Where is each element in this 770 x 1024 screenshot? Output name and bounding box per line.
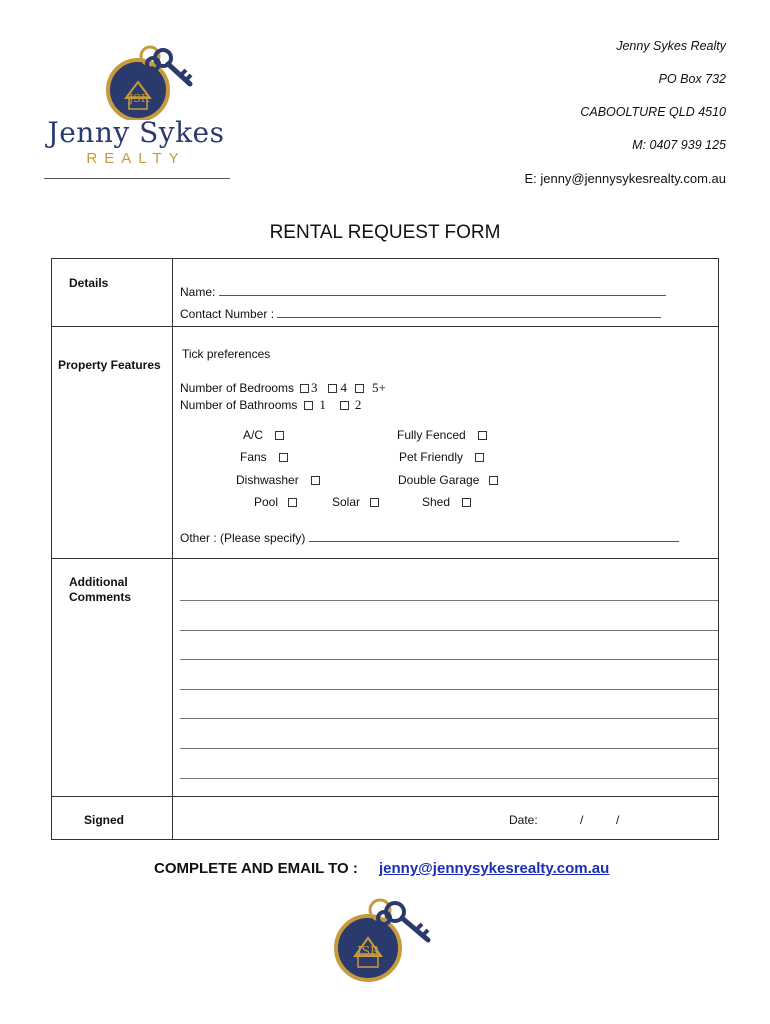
- pet-friendly-label: Pet Friendly: [399, 450, 464, 464]
- address-email: E: jenny@jennysykesrealty.com.au: [524, 171, 726, 186]
- double-garage-checkbox[interactable]: [489, 476, 498, 485]
- fans-row: [240, 450, 292, 464]
- signed-label: Signed: [84, 813, 125, 827]
- bathroom-option: 2: [354, 397, 362, 412]
- dishwasher-checkbox[interactable]: [311, 476, 320, 485]
- key-tag-logo-icon: [40, 40, 240, 120]
- contact-label: Contact Number :: [180, 307, 275, 321]
- bedroom-4-checkbox[interactable]: [328, 384, 337, 393]
- comment-line[interactable]: [180, 600, 718, 601]
- form-title: RENTAL REQUEST FORM: [269, 222, 501, 243]
- name-field-row: [180, 284, 666, 299]
- solar-checkbox[interactable]: [370, 498, 379, 507]
- brand-name: Jenny Sykes: [47, 116, 225, 149]
- other-field[interactable]: [309, 530, 679, 542]
- tick-preferences-label: Tick preferences: [182, 347, 271, 361]
- property-features-label: Property Features: [58, 358, 161, 372]
- double-garage-row: [398, 473, 502, 487]
- address-pobox: PO Box 732: [658, 72, 726, 86]
- pet-friendly-row: [399, 450, 488, 464]
- comment-line[interactable]: [180, 630, 718, 631]
- contact-field-row: [180, 306, 661, 321]
- pet-friendly-checkbox[interactable]: [475, 453, 484, 462]
- bathrooms-label: Number of Bathrooms: [180, 398, 298, 412]
- shed-checkbox[interactable]: [462, 498, 471, 507]
- bedroom-option: 4: [340, 380, 348, 395]
- fully-fenced-label: Fully Fenced: [397, 428, 466, 442]
- bathroom-2-checkbox[interactable]: [340, 401, 349, 410]
- footer-instruction: COMPLETE AND EMAIL TO :: [154, 860, 358, 877]
- solar-label: Solar: [332, 495, 361, 509]
- bedroom-3-checkbox[interactable]: [300, 384, 309, 393]
- ac-label: A/C: [243, 428, 264, 442]
- footer-email-link[interactable]: jenny@jennysykesrealty.com.au: [379, 860, 610, 877]
- dishwasher-label: Dishwasher: [236, 473, 299, 487]
- ac-row: [243, 428, 288, 442]
- comment-line[interactable]: [180, 689, 718, 690]
- date-separator: /: [580, 813, 584, 827]
- bedrooms-row: [180, 380, 386, 396]
- ac-checkbox[interactable]: [275, 431, 284, 440]
- footer-logo: [320, 890, 450, 990]
- bathroom-option: 1: [319, 397, 326, 412]
- address-company: Jenny Sykes Realty: [616, 39, 726, 53]
- comment-line[interactable]: [180, 748, 718, 749]
- name-label: Name:: [180, 285, 216, 299]
- pool-checkbox[interactable]: [288, 498, 297, 507]
- date-label: Date:: [509, 813, 538, 827]
- shed-label: Shed: [422, 495, 451, 509]
- other-row: [180, 530, 679, 545]
- double-garage-label: Double Garage: [398, 473, 480, 487]
- contact-field[interactable]: [277, 306, 661, 318]
- address-phone: M: 0407 939 125: [632, 138, 726, 152]
- shed-row: [422, 495, 475, 509]
- table-column-divider: [172, 258, 173, 840]
- table-row-divider: [51, 796, 719, 797]
- fans-label: Fans: [240, 450, 267, 464]
- comment-line[interactable]: [180, 659, 718, 660]
- fans-checkbox[interactable]: [279, 453, 288, 462]
- bathrooms-row: [180, 397, 361, 413]
- brand-subtitle: REALTY: [86, 150, 186, 167]
- fully-fenced-row: [397, 428, 491, 442]
- address-city: CABOOLTURE QLD 4510: [580, 105, 726, 119]
- other-label: Other : (Please specify): [180, 531, 306, 545]
- comment-line[interactable]: [180, 778, 718, 779]
- name-field[interactable]: [219, 284, 666, 296]
- comments-label-line1: Additional: [69, 575, 128, 589]
- bedroom-option: 3: [311, 380, 318, 395]
- logo-monogram: JSR: [128, 92, 150, 105]
- date-separator: /: [616, 813, 620, 827]
- logo: [40, 40, 240, 190]
- form-table: [51, 258, 719, 840]
- comments-label-line2: Comments: [69, 590, 132, 604]
- solar-row: [332, 495, 383, 509]
- pool-label: Pool: [254, 495, 279, 509]
- fully-fenced-checkbox[interactable]: [478, 431, 487, 440]
- bedrooms-label: Number of Bedrooms: [180, 381, 295, 395]
- table-row-divider: [51, 326, 719, 327]
- bedroom-5plus-checkbox[interactable]: [355, 384, 364, 393]
- dishwasher-row: [236, 473, 324, 487]
- header-divider: [44, 178, 230, 179]
- key-tag-logo-icon: [320, 890, 450, 990]
- table-row-divider: [51, 558, 719, 559]
- comment-line[interactable]: [180, 718, 718, 719]
- footer-logo-monogram: JSR: [356, 944, 380, 958]
- bedroom-option: 5+: [372, 380, 386, 395]
- details-label: Details: [69, 276, 109, 290]
- bathroom-1-checkbox[interactable]: [304, 401, 313, 410]
- pool-row: [254, 495, 301, 509]
